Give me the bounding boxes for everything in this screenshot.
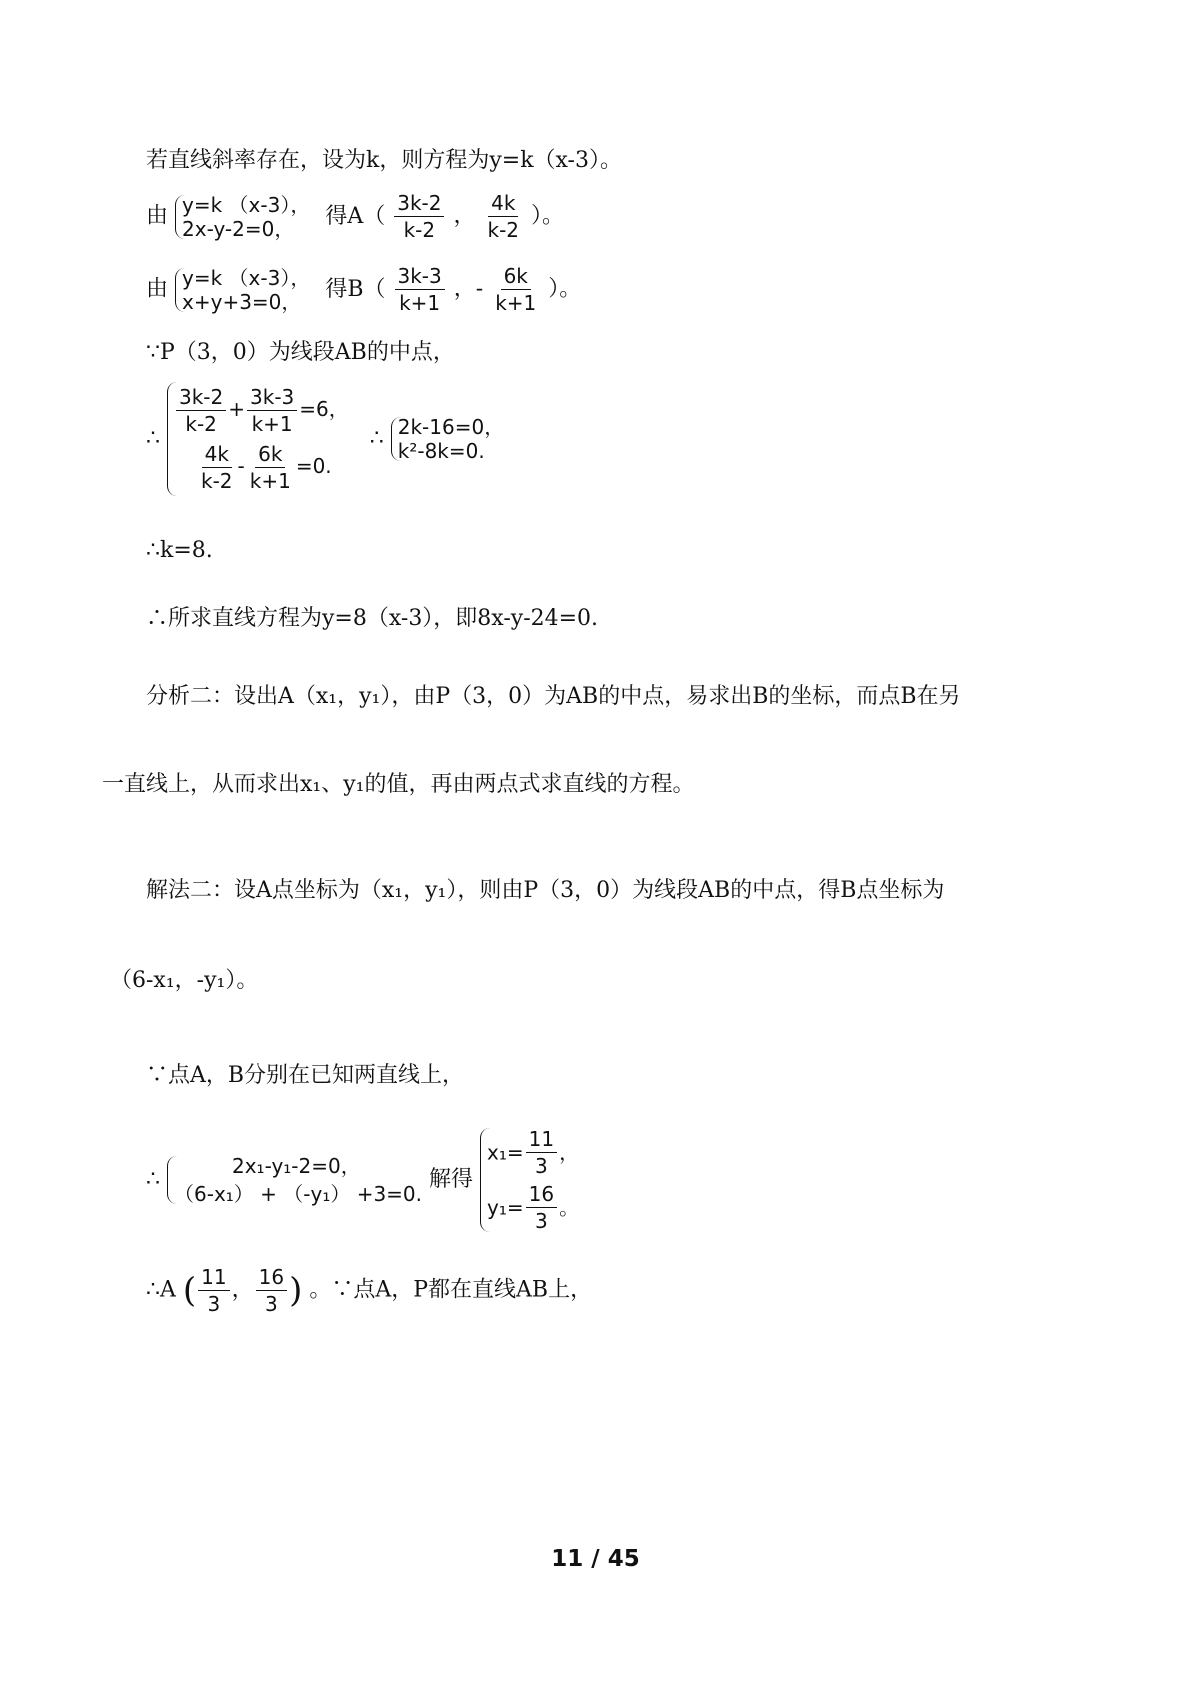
point-a-y-fraction: $\frac{4k}{k-2}$: [487, 191, 520, 242]
line-14: [146, 1266, 592, 1315]
line-8: 分析二：设出A（x₁，y₁），由P（3，0）为AB的中点，易求出B的坐标，而点B在另: [146, 684, 961, 709]
therefore-symbol: ∴: [146, 426, 160, 451]
line-6: ∴k=8.: [146, 538, 213, 563]
midpoint-equation-system: [167, 382, 349, 496]
system-a-eq1: y=k （x-3），: [182, 192, 311, 217]
line-5-midpoint-system: [146, 382, 504, 496]
coord-eq1: 2x₁-y₁-2=0，: [232, 1154, 361, 1178]
line-11: （6-x₁，-y₁）。: [110, 968, 259, 993]
line-1: 若直线斜率存在，设为k，则方程为y=k（x-3）。: [146, 148, 622, 173]
line-4: ∵P（3，0）为线段AB的中点，: [146, 340, 455, 365]
point-b-y-fraction: $\frac{6k}{k+1}$: [495, 264, 537, 315]
point-a-label: 得A（: [325, 203, 386, 229]
comma: ，-: [453, 276, 484, 302]
therefore-symbol: ∴: [146, 1167, 160, 1192]
system-b-eq1: y=k （x-3），: [182, 265, 311, 290]
midpoint-eq1: $\frac{3k-2}{k-2}$ + $\frac{3k-3}{k+1}$ =6，: [174, 386, 349, 435]
line-end: ）。: [548, 276, 582, 302]
comma: ，: [453, 203, 476, 229]
line-3-system-b: [146, 265, 581, 314]
solution-x: x₁= $\frac{11}{3}$ ，: [487, 1127, 580, 1178]
line-end: ）。: [531, 203, 565, 229]
line-13-solve-system: [146, 1128, 579, 1232]
point-a-x-value: $\frac{11}{3}$: [198, 1266, 229, 1315]
coord-eq2: （6-x₁） + （-y₁） +3=0.: [174, 1182, 423, 1206]
point-a-x-fraction: $\frac{3k-2}{k-2}$: [394, 192, 444, 241]
point-a-label: ∴A: [146, 1277, 176, 1303]
therefore-symbol: ∴: [369, 426, 384, 451]
point-a-y-value: $\frac{16}{3}$: [256, 1266, 287, 1315]
point-b-x-fraction: $\frac{3k-3}{k+1}$: [395, 265, 445, 314]
you-label: 由: [146, 203, 169, 229]
line-2-system-a: [146, 192, 564, 241]
coordinate-equation-system: [167, 1156, 422, 1204]
line-12: ∵点A，B分别在已知两直线上，: [146, 1063, 465, 1088]
line-14-text: 。∵点A，P都在直线AB上，: [309, 1277, 593, 1303]
line-9: 一直线上，从而求出x₁、y₁的值，再由两点式求直线的方程。: [102, 772, 695, 797]
simplified-system: [391, 417, 504, 461]
solve-label: 解得: [429, 1167, 474, 1192]
midpoint-eq2: $\frac{4k}{k-2}$ - $\frac{6k}{k+1}$ =0.: [201, 442, 332, 493]
system-b-eq2: x+y+3=0，: [182, 289, 302, 314]
page-number: 11 / 45: [551, 1546, 640, 1572]
equation-system-a: [175, 192, 311, 241]
simplified-eq2: k²-8k=0.: [397, 439, 485, 463]
solution-y: y₁= $\frac{16}{3}$ 。: [487, 1182, 580, 1233]
solution-system: [480, 1128, 579, 1232]
equation-system-b: [175, 265, 311, 314]
close-paren: ): [289, 1270, 303, 1311]
point-b-label: 得B（: [325, 276, 386, 302]
comma: ，: [231, 1277, 254, 1303]
you-label: 由: [146, 276, 169, 302]
simplified-eq1: 2k-16=0，: [397, 415, 505, 439]
line-7: ∴所求直线方程为y=8（x-3），即8x-y-24=0.: [146, 606, 599, 631]
open-paren: (: [182, 1270, 197, 1311]
system-a-eq2: 2x-y-2=0，: [182, 216, 295, 241]
line-10: 解法二：设A点坐标为（x₁，y₁），则由P（3，0）为线段AB的中点，得B点坐标为: [146, 878, 945, 903]
